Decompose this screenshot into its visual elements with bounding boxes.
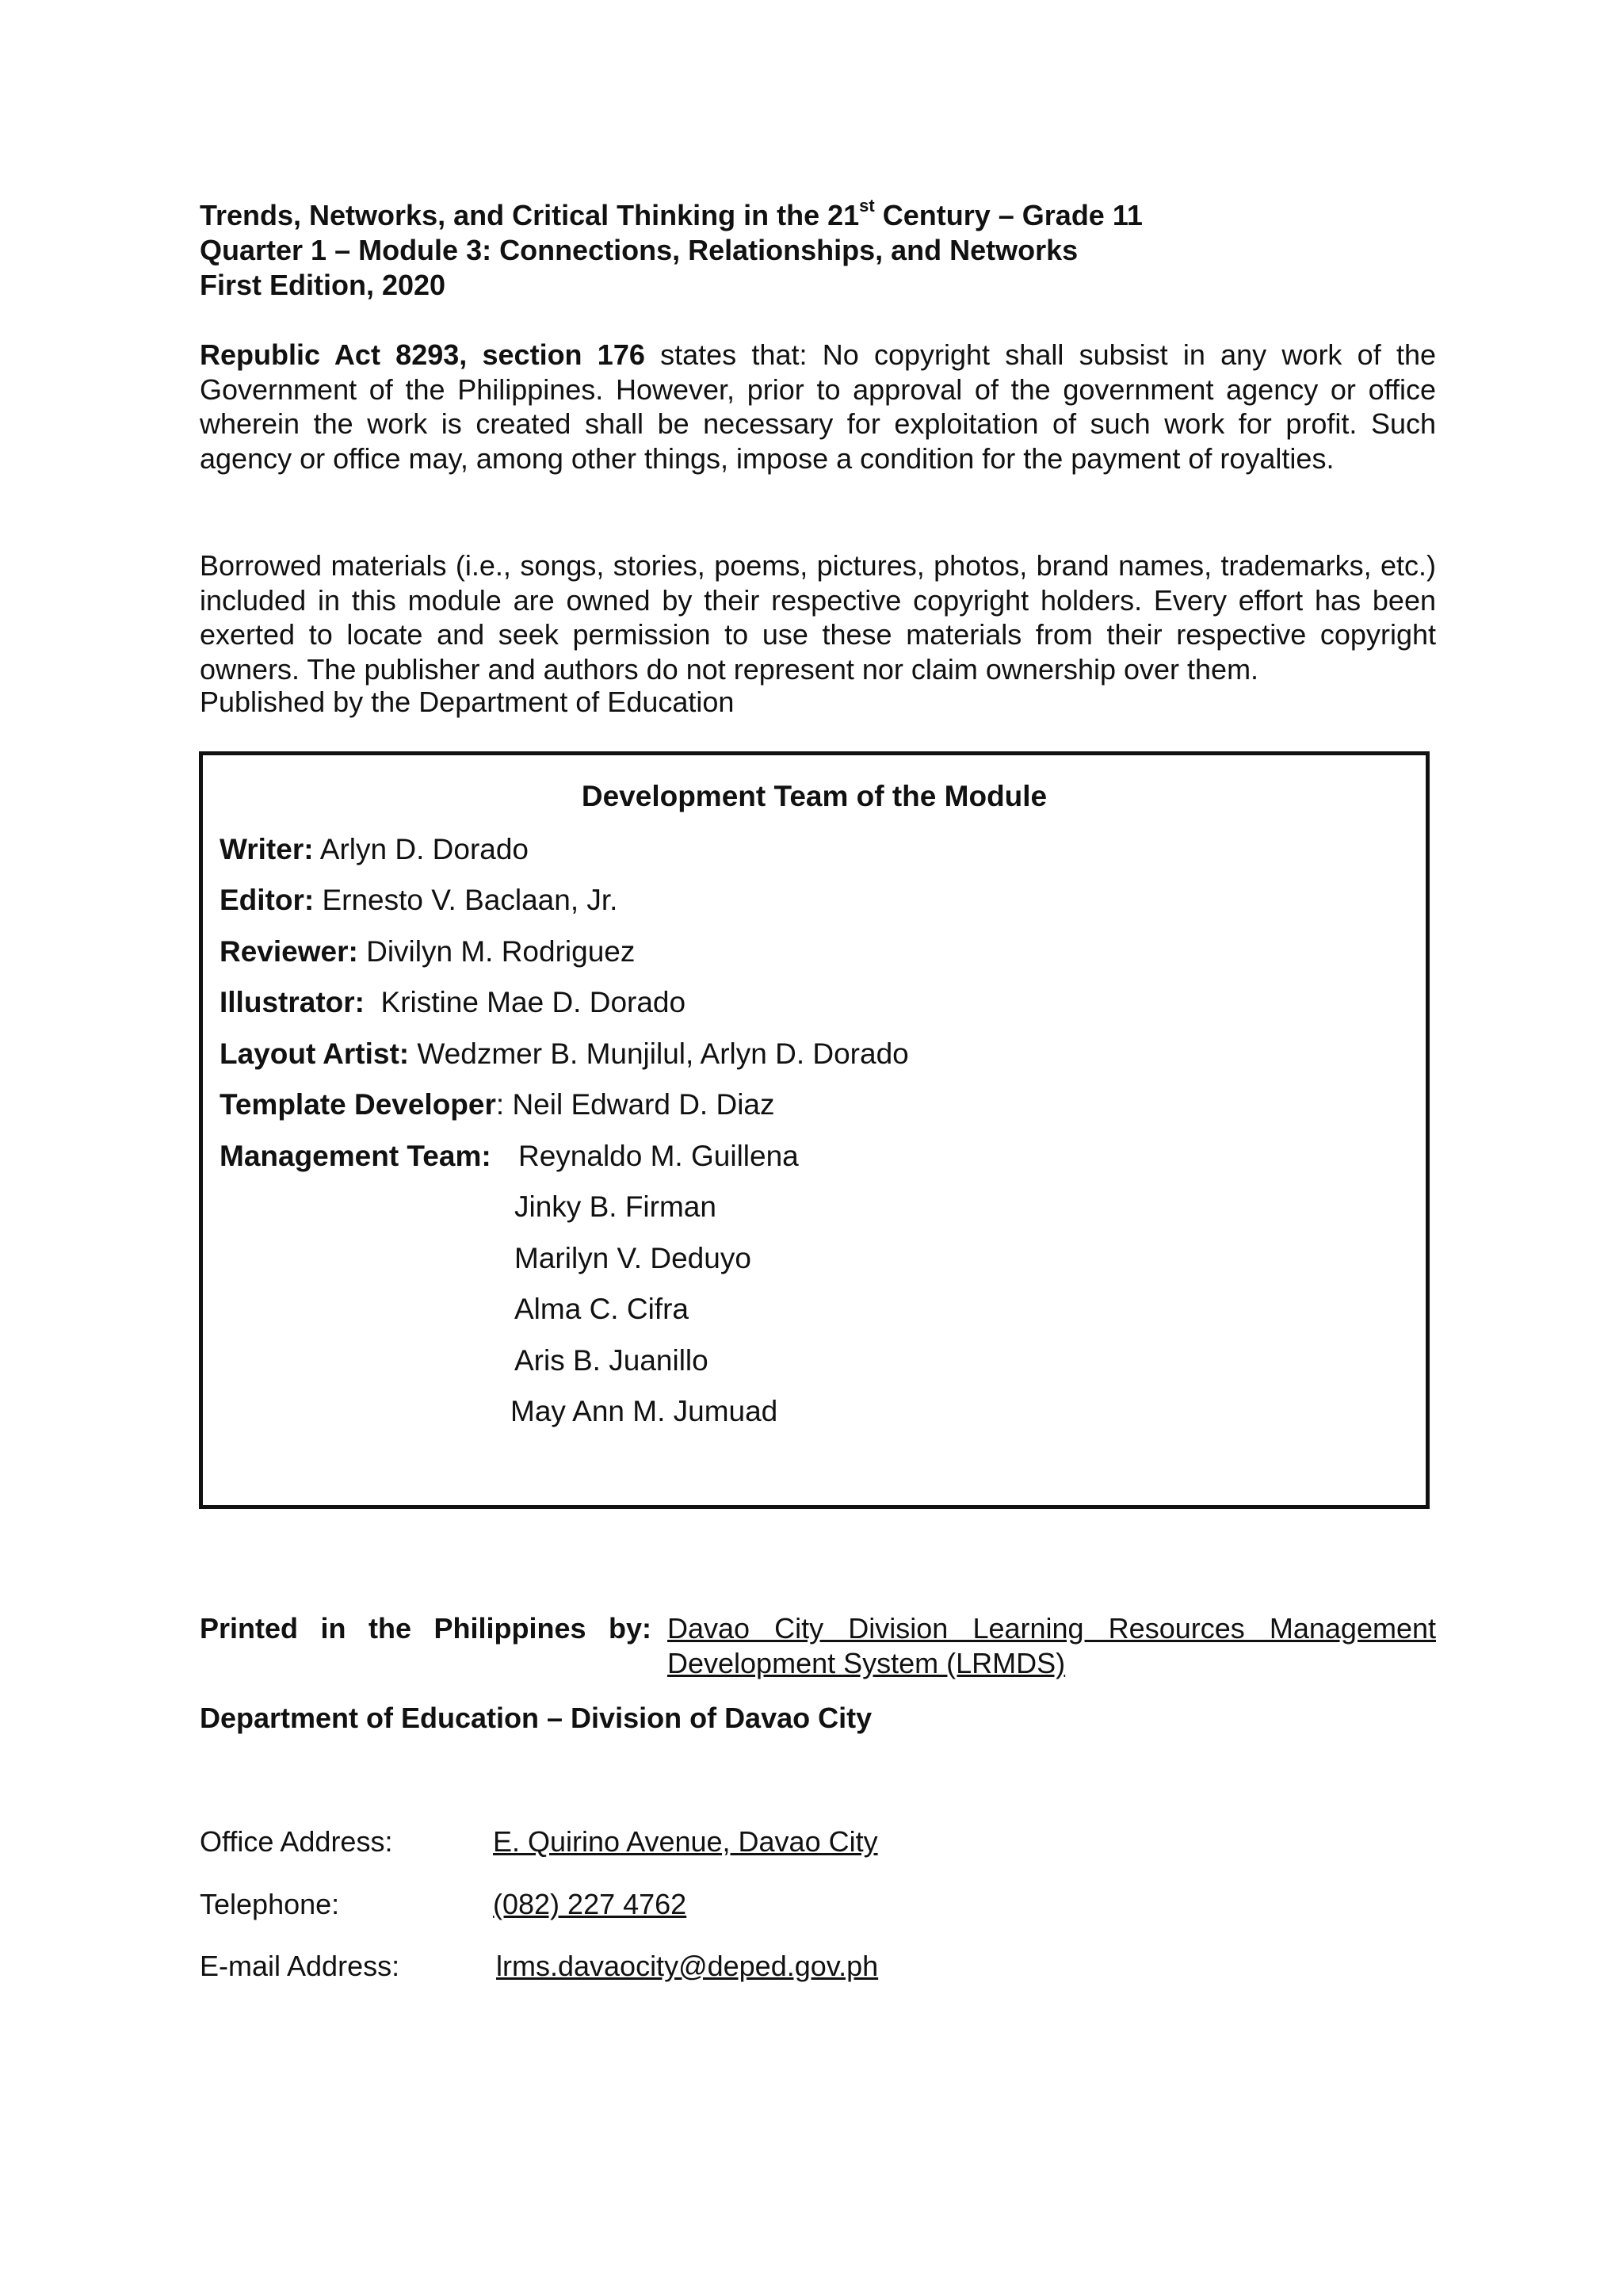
- management-member: Aris B. Juanillo: [514, 1344, 708, 1377]
- office-address-value: E. Quirino Avenue, Davao City: [493, 1825, 878, 1858]
- telephone-value: (082) 227 4762: [493, 1888, 687, 1920]
- module-title: Trends, Networks, and Critical Thinking in the 21st Century – Grade 11: [200, 196, 1143, 231]
- team-template-developer: Template Developer: Neil Edward D. Diaz: [220, 1088, 775, 1121]
- management-member: Reynaldo M. Guillena: [518, 1140, 799, 1172]
- publisher-line: Published by the Department of Education: [200, 686, 735, 718]
- team-writer: Writer: Arlyn D. Dorado: [220, 833, 529, 865]
- ordinal-suffix: st: [859, 196, 875, 216]
- management-member: Jinky B. Firman: [514, 1190, 716, 1223]
- team-illustrator: Illustrator: Kristine Mae D. Dorado: [220, 986, 686, 1018]
- borrowed-materials-notice: Borrowed materials (i.e., songs, stories, poems, pictures, photos, brand names, trademarks, etc.) included in this module are owned by their respective copyright holders. Every effort has been exerted to locate and seek permission to use these materials from their respective copyright owners. The publisher and authors do not represent nor claim ownership over them.: [200, 549, 1436, 686]
- development-team-box: [199, 751, 1430, 1509]
- copyright-notice: Republic Act 8293, section 176 states that: No copyright shall subsist in any work of the Government of the Philippines. However, prior to approval of the government agency or office wherein the work is created shall be necessary for exploitation of such work for profit. Such agency or office may, among other things, impose a condition for the payment of royalties.: [200, 338, 1436, 475]
- team-title: Development Team of the Module: [581, 780, 1048, 812]
- team-editor: Editor: Ernesto V. Baclaan, Jr.: [220, 884, 618, 916]
- printed-by-value: Davao City Division Learning Resources Management Development System (LRMDS): [667, 1612, 1436, 1679]
- management-member: Marilyn V. Deduyo: [514, 1242, 751, 1274]
- office-address-label: Office Address:: [200, 1825, 393, 1858]
- management-member: Alma C. Cifra: [514, 1293, 689, 1325]
- module-subtitle: Quarter 1 – Module 3: Connections, Relationships, and Networks: [200, 234, 1079, 266]
- printed-by-label: Printed in the Philippines by:: [200, 1612, 651, 1645]
- team-management-label: Management Team:: [220, 1140, 491, 1172]
- edition: First Edition, 2020: [200, 269, 446, 301]
- email-label: E-mail Address:: [200, 1950, 400, 1982]
- team-layout-artist: Layout Artist: Wedzmer B. Munjilul, Arlyn D. Dorado: [220, 1037, 909, 1070]
- email-link[interactable]: lrms.davaocity@deped.gov.ph: [496, 1950, 879, 1982]
- module-title-block: [200, 198, 1436, 303]
- division-name: Department of Education – Division of Davao City: [200, 1702, 873, 1734]
- management-member: May Ann M. Jumuad: [510, 1395, 778, 1427]
- telephone-label: Telephone:: [200, 1888, 340, 1920]
- team-reviewer: Reviewer: Divilyn M. Rodriguez: [220, 935, 636, 968]
- republic-act-ref: Republic Act 8293, section 176: [200, 338, 645, 371]
